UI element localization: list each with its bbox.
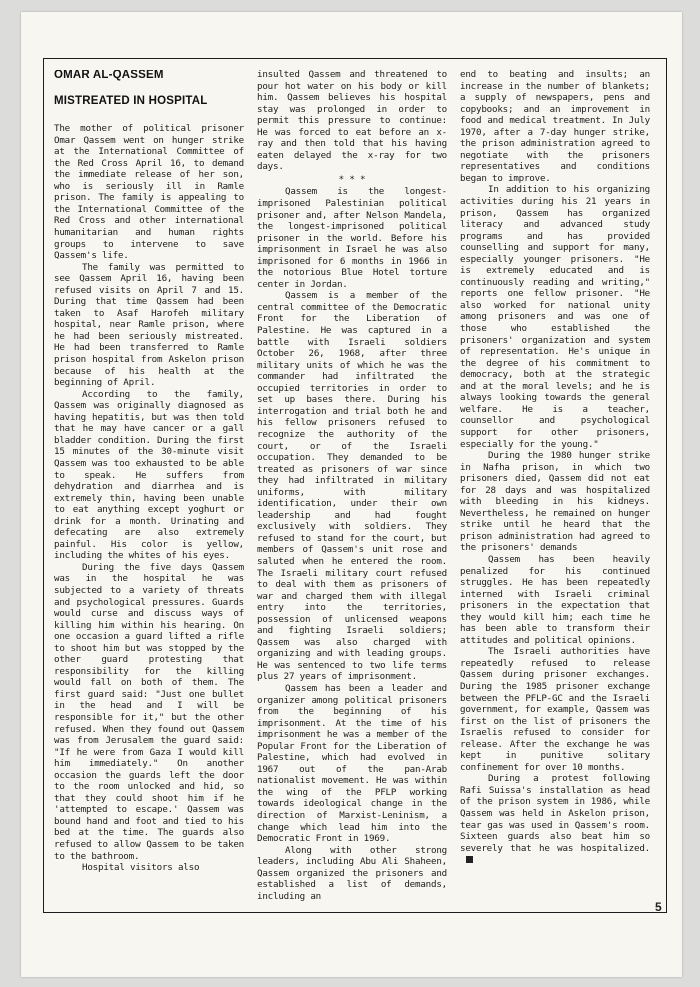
paragraph-text: During a protest following Rafi Suissa's installation as head of the prison system in 1986, while Qassem was held in Askelon prison, tear gas was used in Qassem's room. Sixteen guards also beat him so severely that he was hospitalized. (460, 773, 650, 854)
newsletter-page (21, 12, 682, 977)
paragraph: insulted Qassem and threatened to pour hot water on his body or kill him. Qassem believes his hospital stay was prolonged in order to permit this pressure to continue: He was forced to eat before an x-ray and then told that his having eaten delayed the x-ray for two days. (257, 69, 447, 173)
paragraph: The mother of political prisoner Omar Qassem went on hunger strike at the International Committee of the Red Cross April 16, to demand the immediate release of her son, who is seriously ill in Ramle prison. The family is appealing to the International Committee of the Red Cross and other international humanitarian and human rights groups to intervene to save Qassem's life. (54, 123, 244, 262)
article-column-1 (54, 70, 244, 908)
page-number: 5 (655, 900, 662, 914)
paragraph: Qassem has been a leader and organizer among political prisoners from the beginning of his imprisonment. At the time of his imprisonment he was a member of the Popular Front for the Liberation of Palestine, which had evolved in 1967 out of the pan-Arab nationalist movement. He was within the wing of the PFLP working towards ideological change in the direction of Marxist-Leninism, a change which lead him into the Democratic Front in 1969. (257, 682, 447, 845)
paragraph: end to beating and insults; an increase in the number of blankets; a supply of newspapers, pens and copybooks; and an improvement in food and medical treatment. In July 1970, after a 7-day hunger strike, the prison administration agreed to negotiate with the prisoners representatives and conditions began to improve. (460, 69, 650, 184)
article-column-3 (460, 69, 650, 907)
end-mark-icon (466, 856, 473, 863)
paragraph: The family was permitted to see Qassem April 16, having been refused visits on April 7 and 15. During that time Qassem had been taken to Asaf Harofeh military hospital, near Ramle prison, where he had been seriously mistreated. He had been transferred to Ramle prison hospital from Askelon prison because of his health at the beginning of April. (54, 261, 244, 389)
article-title: OMAR AL-QASSEM (54, 70, 164, 81)
paragraph: Along with other strong leaders, including Abu Ali Shaheen, Qassem organized the prisoners and established a list of demands, including an (257, 844, 447, 902)
paragraph: The Israeli authorities have repeatedly refused to release Qassem during prisoner exchanges. During the 1985 prisoner exchange between the PFLP-GC and the Israeli government, for example, Qassem was first on the list of prisoners the Israelis refused to consider for release. After the exchange he was kept in punitive solitary confinement for over 10 months. (460, 646, 650, 773)
paragraph: Qassem has been heavily penalized for his continued struggles. He has been repeatedly interned with Israeli criminal prisoners in the expectation that they would kill him; each time he has been able to transform their attitudes and political opinions. (460, 553, 650, 646)
article-frame (43, 58, 667, 913)
section-separator: * * * (338, 173, 366, 185)
paragraph: Qassem is a member of the central committee of the Democratic Front for the Liberation of Palestine. He was captured in a battle with Israeli soldiers October 26, 1968, after three military units of which he was the commander had infiltrated the occupied territories in order to set up bases there. During his interrogation and trial both he and his fellow prisoners refused to recognize the authority of the court, or of the Israeli occupation. They demanded to be treated as prisoners of war since they had infiltrated in military uniforms, with military identification, under their own leadership and had fought exclusively with soldiers. They refused to stand for the court, but members of Qassem's unit rose and saluted when he entered the room. The Israeli military court refused to deal with them as prisoners of war and charged them with illegal entry into the territories, possession of unlicensed weapons and fighting Israeli soldiers; Qassem was also charged with organizing and with leading groups. He was sentenced to two life terms plus 27 years of imprisonment. (257, 290, 447, 683)
paragraph: In addition to his organizing activities during his 21 years in prison, Qassem has organized literacy and advanced study programs and has provided counselling and support for many, especially younger prisoners. "He is extremely educated and is continuously reading and writing," reports one fellow prisoner. "He also worked for national unity among prisoners and was one of those who established the prisoners' organization and system of representation. He's unique in the degree of his commitment to democracy, both at the strategic and at the moral levels; and he is always looking towards the general welfare. He is a teacher, counsellor and psychological support for other prisoners, especially for the young." (460, 184, 650, 450)
paragraph: According to the family, Qassem was originally diagnosed as having hepatitis, but was then told that he may have cancer or a gall bladder condition. During the first 15 minutes of the 30-minute visit Qassem was too exhausted to be able to speak. He suffers from dehydration and diarrhea and is extremely thin, having been unable to eat anything except yoghurt or drink for a month. Urinating and defecating are also extremely painful. His color is yellow, including the whites of his eyes. (54, 388, 244, 562)
paragraph: Hospital visitors also (82, 862, 200, 874)
article-column-2 (257, 69, 447, 907)
paragraph: Qassem is the longest-imprisoned Palestinian political prisoner and, after Nelson Mandela, the longest-imprisoned political prisoner in the world. Before his imprisonment in Israel he was also imprisoned for 6 months in 1966 in the notorious Blue Hotel torture center in Jordan. (257, 186, 447, 290)
paragraph: During the 1980 hunger strike in Nafha prison, in which two prisoners died, Qassem did not eat for 28 days and was hospitalized with bleeding in his kidneys. Nevertheless, he remained on hunger strike until he heard that the prison administration had agreed to the prisoners' demands (460, 450, 650, 554)
article-subtitle: MISTREATED IN HOSPITAL (54, 94, 208, 107)
paragraph: During the five days Qassem was in the hospital he was subjected to a variety of threats and psychological pressures. Guards would curse and discuss ways of killing him within his hearing. On one occasion a guard lifted a rifle to shoot him but was stopped by the other guard protesting that responsibility for the killing would fall on both of them. The first guard said: "Just one bullet in the head and I will be responsible for it," but the other refused. When they found out Qassem was from Jerusalem the guard said: "If he were from Gaza I would kill him immediately." On another occasion the guards left the door to the room unlocked and hid, so that they could shoot him if he 'attempted to escape.' Qassem was bound hand and foot and tied to his bed at the time. The guards also refused to allow Qassem to be taken to the bathroom. (54, 561, 244, 862)
paragraph-last (460, 773, 650, 865)
